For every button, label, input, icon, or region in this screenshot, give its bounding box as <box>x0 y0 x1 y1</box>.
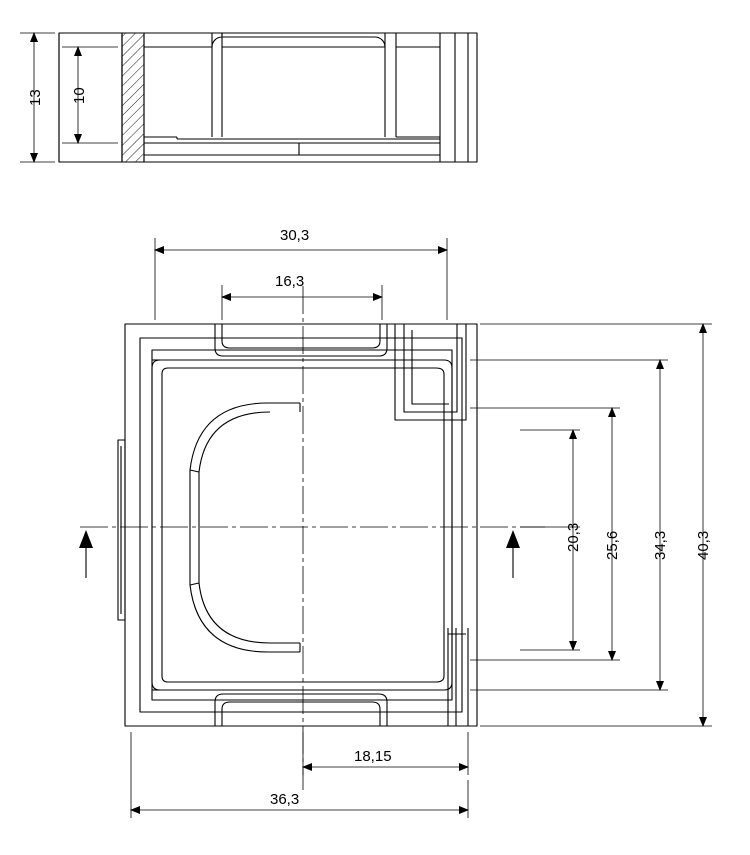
dim-label-36-3: 36,3 <box>270 791 300 808</box>
dim-label-10: 10 <box>71 87 88 104</box>
front-view-geometry <box>118 324 477 726</box>
section-arrows <box>79 530 520 578</box>
dim-label-25-6: 25,6 <box>604 530 621 560</box>
front-view-vertical-dimensions <box>470 324 712 726</box>
dim-label-20-3: 20,3 <box>565 522 582 552</box>
dim-label-16-3: 16,3 <box>275 273 305 290</box>
dim-label-18-15: 18,15 <box>354 748 392 765</box>
dim-label-13: 13 <box>27 89 44 106</box>
front-view-horizontal-dimensions <box>131 238 468 818</box>
center-lines <box>80 286 545 790</box>
dim-label-34-3: 34,3 <box>652 530 669 560</box>
dim-label-30-3: 30,3 <box>280 227 310 244</box>
dim-label-40-3: 40,3 <box>695 530 712 560</box>
top-view-geometry <box>59 33 477 162</box>
